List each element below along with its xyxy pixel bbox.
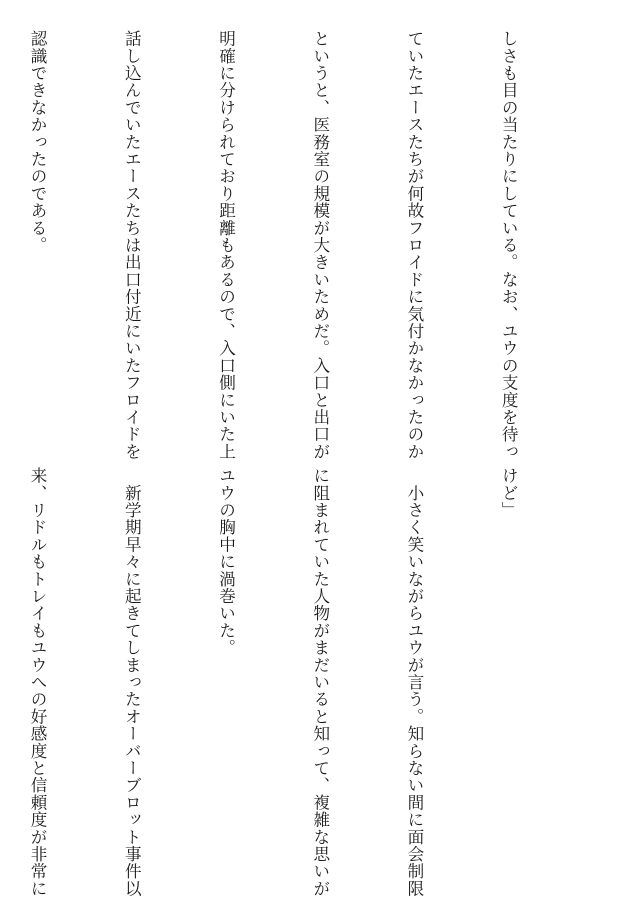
text-line: ていたエースたちが何故フロイドに気付かなかったのか <box>404 30 424 460</box>
text-line: しさも目の当たりにしている。なお、ユウの支度を待っ <box>499 30 519 460</box>
text-line: 新学期早々に起きてしまったオーバーブロット事件以 <box>122 467 142 897</box>
text-block-bottom <box>28 467 587 897</box>
text-line: 明確に分けられており距離もあるので、入口側にいた上 <box>216 30 236 460</box>
text-line: ユウの胸中に渦巻いた。 <box>216 467 236 657</box>
text-line: 認識できなかったのである。 <box>28 30 48 254</box>
text-block-top <box>28 30 587 460</box>
text-line: に阻まれていた人物がまだいると知って、複雑な思いが <box>310 467 330 897</box>
text-line: 話し込んでいたエースたちは出口付近にいたフロイドを <box>122 30 142 460</box>
text-line: 小さく笑いながらユウが言う。知らない間に面会制限 <box>404 467 424 897</box>
text-line: けど」 <box>499 467 519 519</box>
text-line: というと、医務室の規模が大きいためだ。入口と出口が <box>310 30 330 460</box>
text-line: 来、リドルもトレイもユウへの好感度と信頼度が非常に <box>28 467 48 897</box>
